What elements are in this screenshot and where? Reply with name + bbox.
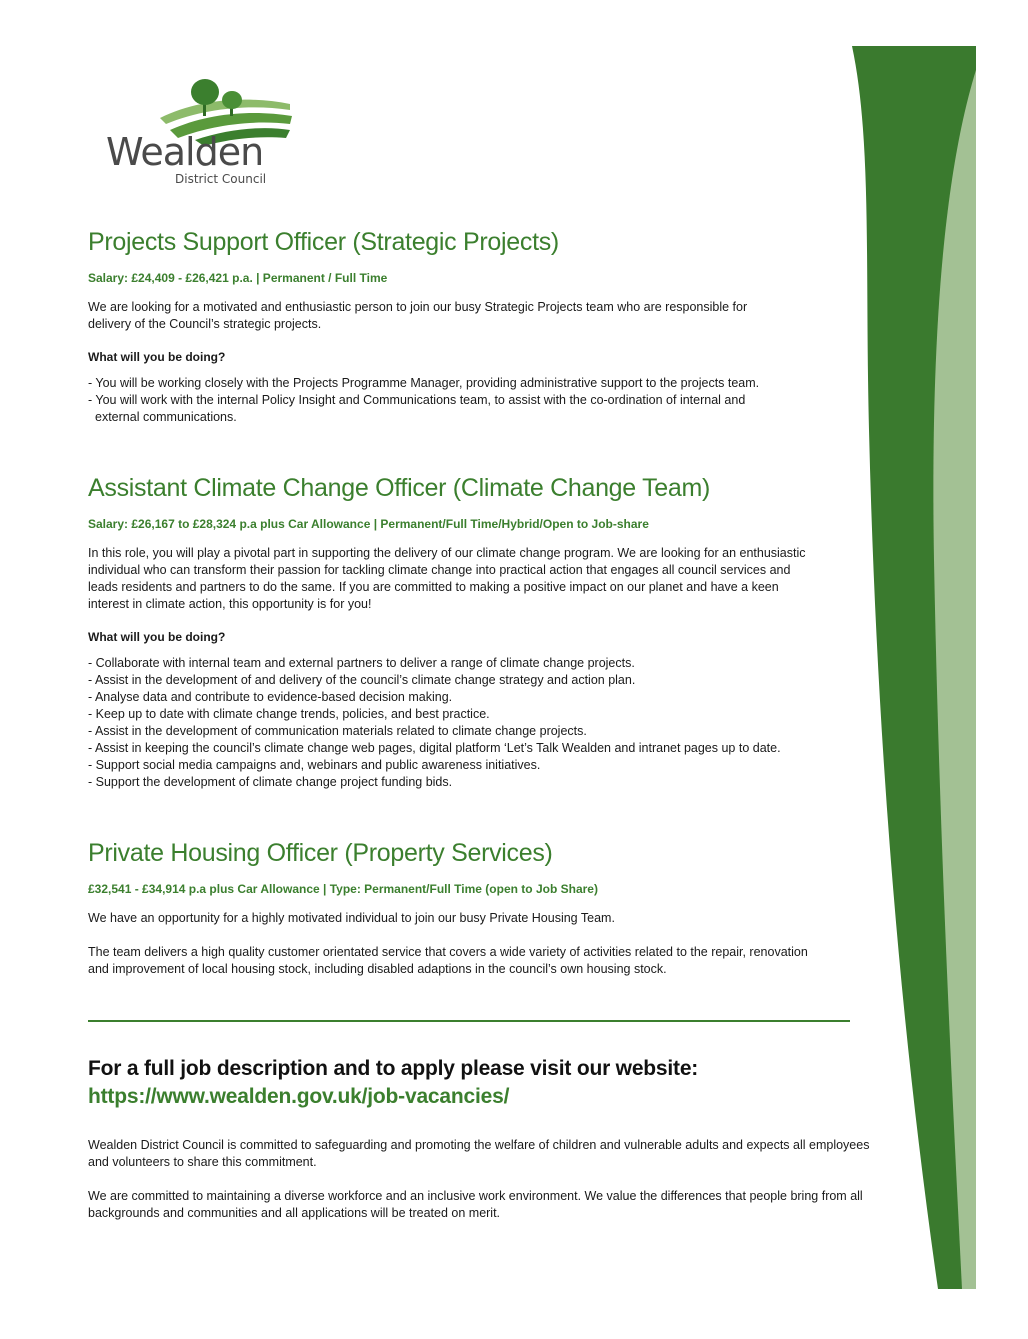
job-salary: Salary: £24,409 - £26,421 p.a. | Permanent / Full Time — [88, 271, 388, 285]
list-item: - Support the development of climate change project funding bids. — [88, 775, 453, 789]
list-item: - Assist in the development of communication materials related to climate change projects. — [88, 724, 587, 738]
logo-wordmark: Wealden — [106, 130, 264, 174]
cta-text: For a full job description and to apply please visit our website: — [88, 1057, 699, 1080]
logo-subtitle: District Council — [175, 172, 267, 186]
duties-heading: What will you be doing? — [88, 350, 226, 364]
list-item: - You will work with the internal Policy Insight and Communications team, to assist with the co-ordination of internal and external communications. — [88, 393, 746, 424]
section-divider — [88, 1020, 850, 1022]
list-item: - Analyse data and contribute to evidence-based decision making. — [88, 690, 453, 704]
list-item: - Collaborate with internal team and external partners to deliver a range of climate change projects. — [88, 656, 635, 670]
job-salary: £32,541 - £34,914 p.a plus Car Allowance | Type: Permanent/Full Time (open to Job Share) — [88, 882, 598, 896]
wealden-logo — [100, 76, 300, 196]
job-intro: We are looking for a motivated and enthusiastic person to join our busy Strategic Projects team who are responsible for delivery of the Council’s strategic projects. — [88, 300, 748, 331]
job-private-housing-officer — [88, 839, 808, 978]
list-item: - Assist in keeping the council’s climate change web pages, digital platform ‘Let’s Talk Wealden and intranet pages up to date. — [88, 741, 781, 755]
job-vacancies-link[interactable]: https://www.wealden.gov.uk/job-vacancies/ — [88, 1085, 510, 1108]
job-intro: We have an opportunity for a highly motivated individual to join our busy Private Housing Team. — [88, 911, 615, 925]
footer-statements — [88, 1137, 878, 1222]
list-item: - Keep up to date with climate change trends, policies, and best practice. — [88, 707, 490, 721]
duties-heading: What will you be doing? — [88, 630, 226, 644]
job-title: Assistant Climate Change Officer (Climate Change Team) — [88, 474, 711, 502]
duties-list — [88, 375, 788, 426]
job-intro: In this role, you will play a pivotal part in supporting the delivery of our climate change program. We are looking for an enthusiastic individual who can transform their passion for tackling climate change into practical action that engages all council services and leads residents and partners to do the same. If you are committed to making a positive impact on our planet and have a keen interest in climate action, this opportunity is for you! — [88, 546, 806, 611]
job-title: Projects Support Officer (Strategic Projects) — [88, 228, 559, 256]
job-salary: Salary: £26,167 to £28,324 p.a plus Car Allowance | Permanent/Full Time/Hybrid/Open to Job-share — [88, 517, 649, 531]
job-projects-support-officer — [88, 228, 788, 426]
duties-list — [88, 655, 808, 791]
apply-call-to-action — [88, 1055, 848, 1111]
list-item: - Assist in the development of and delivery of the council’s climate change strategy and action plan. — [88, 673, 636, 687]
list-item: - You will be working closely with the Projects Programme Manager, providing administrative support to the projects team. — [88, 376, 760, 390]
list-item: - Support social media campaigns and, webinars and public awareness initiatives. — [88, 758, 541, 772]
job-title: Private Housing Officer (Property Services) — [88, 839, 553, 867]
diversity-statement: We are committed to maintaining a diverse workforce and an inclusive work environment. We value the differences that people bring from all backgrounds and communities and all applications will be treated on merit. — [88, 1189, 863, 1220]
job-description: The team delivers a high quality customer orientated service that covers a wide variety of activities related to the repair, renovation and improvement of local housing stock, including disabled adaptions in the council’s own housing stock. — [88, 945, 808, 976]
job-assistant-climate-change-officer — [88, 474, 808, 791]
safeguarding-statement: Wealden District Council is committed to safeguarding and promoting the welfare of children and vulnerable adults and expects all employees and volunteers to share this commitment. — [88, 1138, 870, 1169]
